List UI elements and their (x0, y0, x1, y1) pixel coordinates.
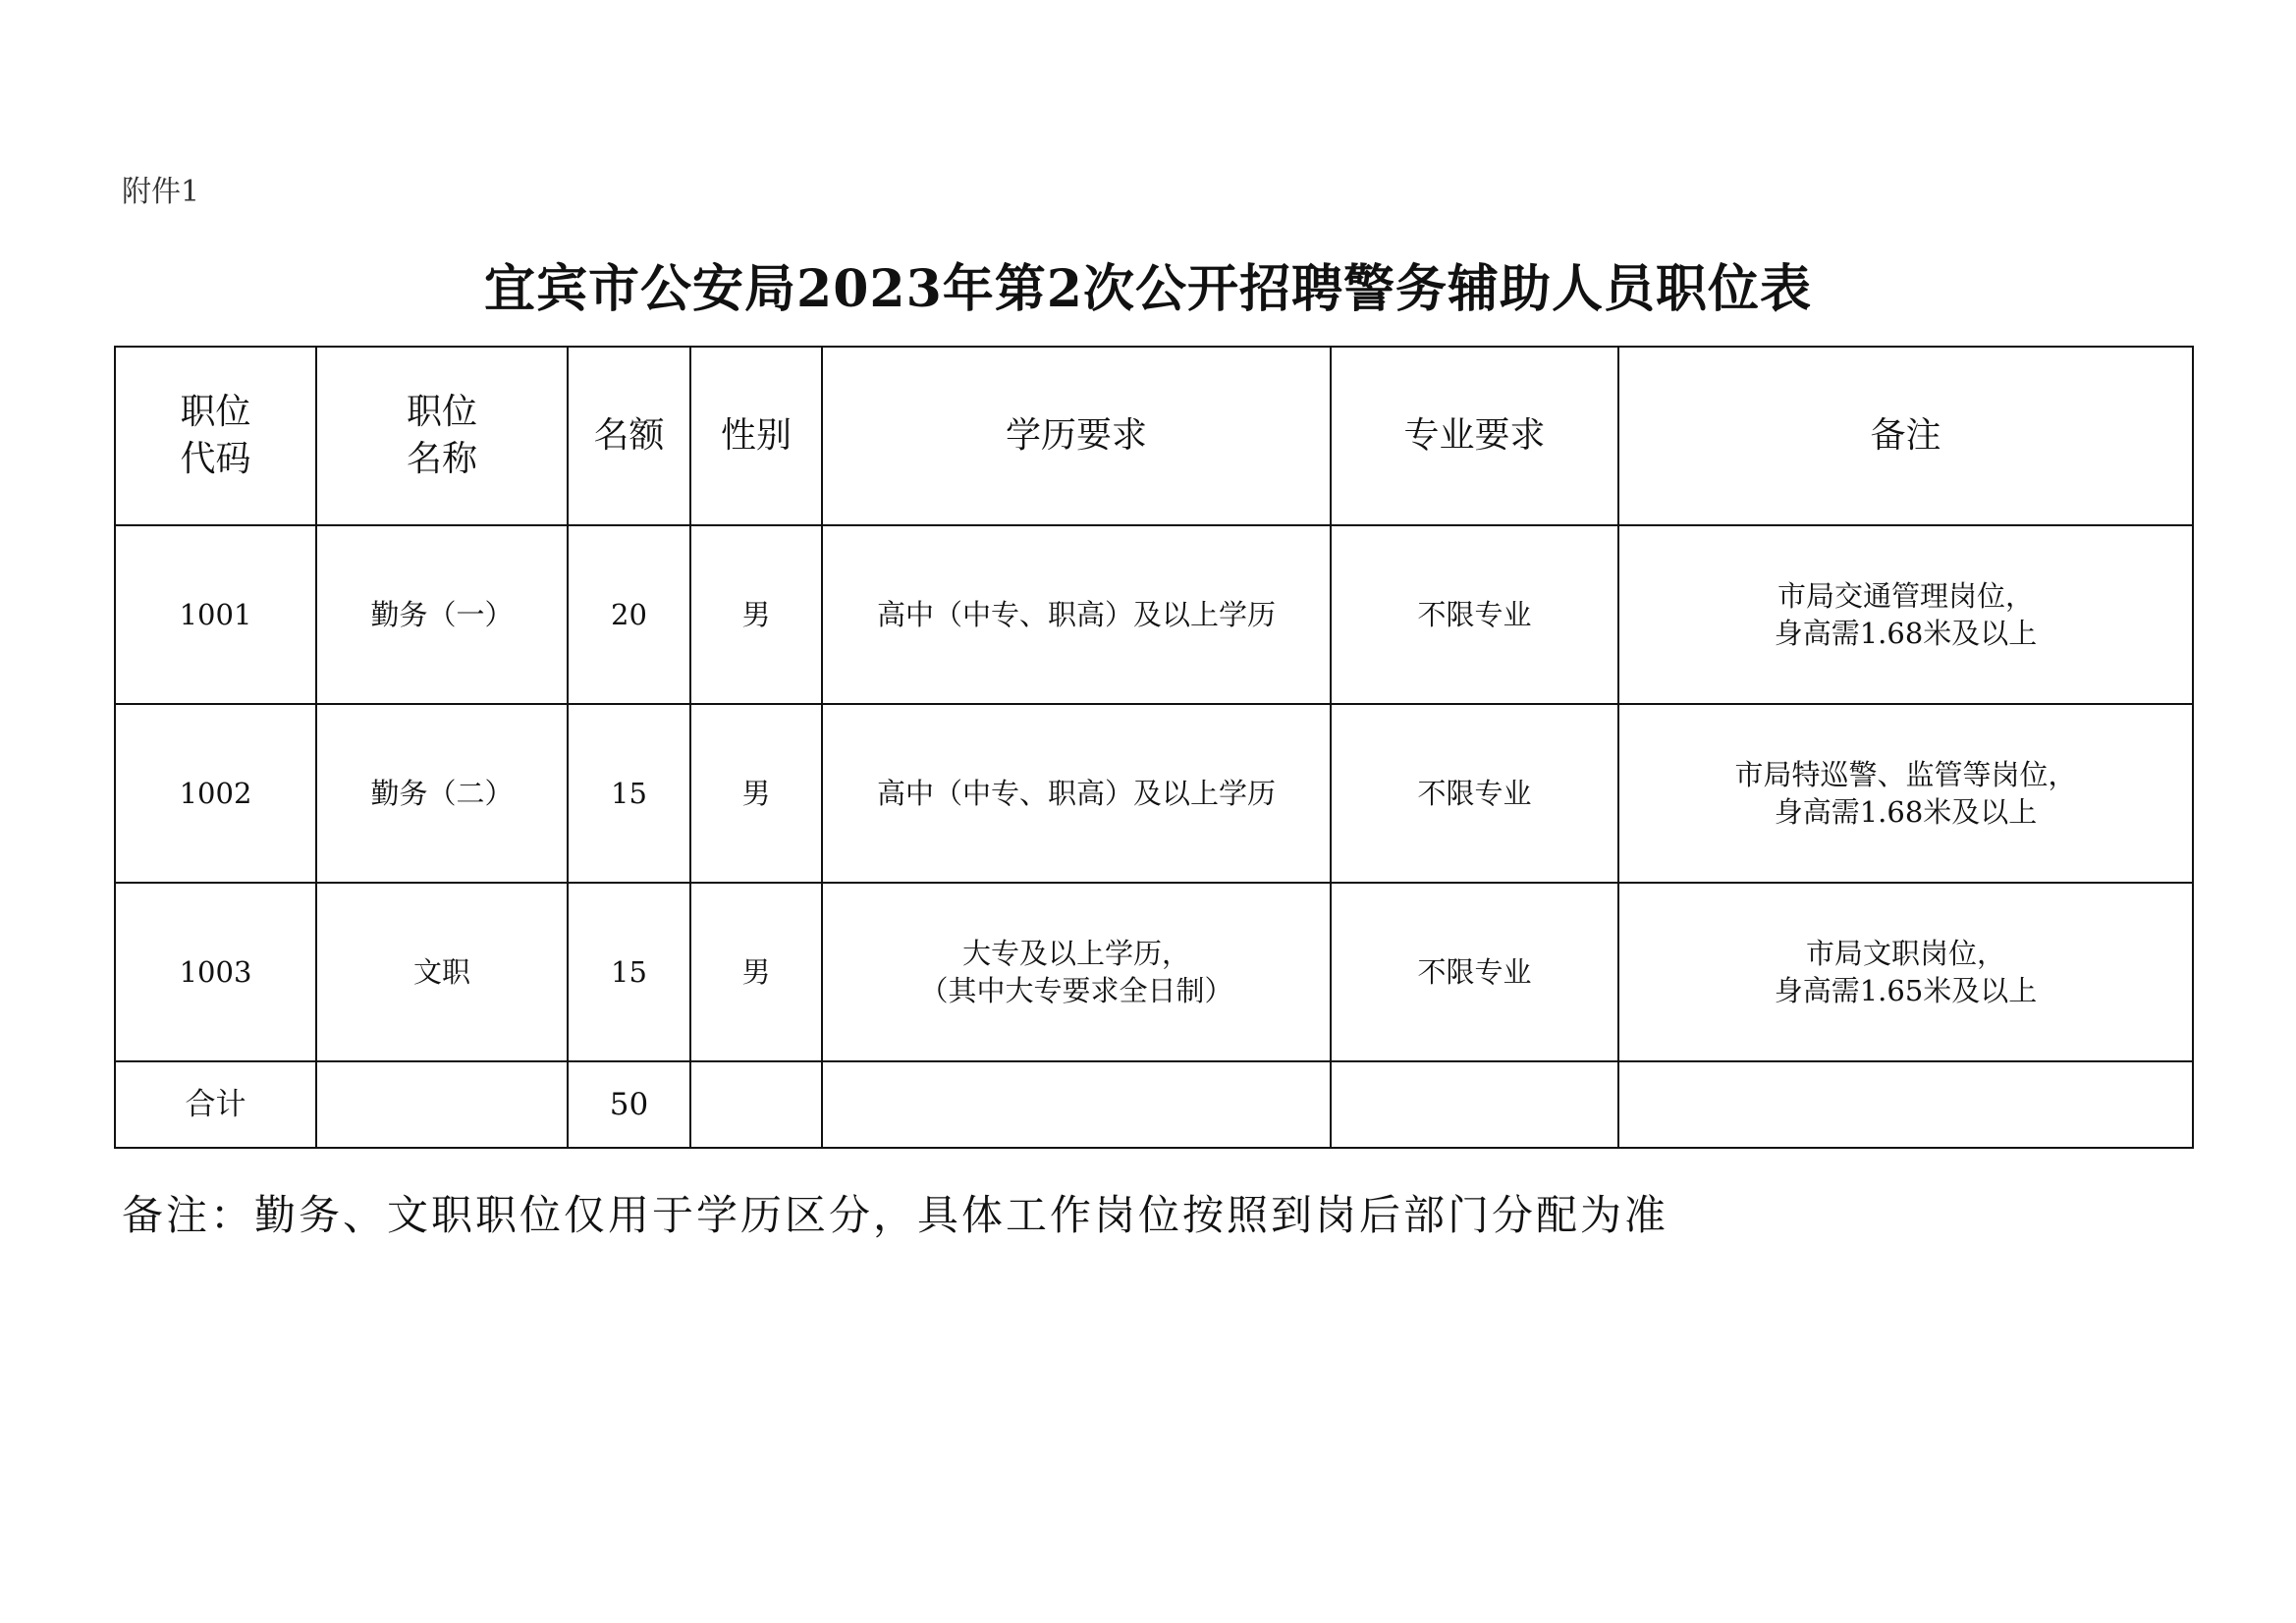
header-line: 专业要求 (1403, 415, 1546, 456)
total-education (822, 1061, 1331, 1148)
cell-name: 勤务（一） (316, 525, 568, 704)
header-position-name (316, 347, 568, 525)
header-quota (568, 347, 690, 525)
total-name (316, 1061, 568, 1148)
header-line: 性别 (720, 415, 792, 456)
cell-education (822, 525, 1331, 704)
cell-major: 不限专业 (1331, 525, 1618, 704)
header-line: 代码 (180, 439, 251, 479)
total-label: 合计 (115, 1061, 316, 1148)
header-line: 备注 (1870, 415, 1941, 456)
header-remark (1618, 347, 2193, 525)
total-gender (690, 1061, 822, 1148)
header-gender (690, 347, 822, 525)
cell-quota: 20 (568, 525, 690, 704)
table-row (115, 883, 2193, 1061)
cell-major: 不限专业 (1331, 704, 1618, 883)
header-education (822, 347, 1331, 525)
cell-code: 1003 (115, 883, 316, 1061)
header-line: 学历要求 (1005, 415, 1147, 456)
header-line: 名称 (406, 439, 477, 479)
total-quota: 50 (568, 1061, 690, 1148)
cell-gender: 男 (690, 525, 822, 704)
header-row (115, 347, 2193, 525)
footnote: 备注：勤务、文职职位仅用于学历区分，具体工作岗位按照到岗后部门分配为准 (122, 1191, 1669, 1239)
cell-quota: 15 (568, 704, 690, 883)
cell-remark (1618, 704, 2193, 883)
cell-remark (1618, 525, 2193, 704)
cell-code: 1002 (115, 704, 316, 883)
education-line: （其中大专要求全日制） (919, 974, 1233, 1007)
attachment-label: 附件1 (122, 175, 200, 209)
cell-education (822, 883, 1331, 1061)
total-remark (1618, 1061, 2193, 1148)
cell-gender: 男 (690, 704, 822, 883)
education-line: 大专及以上学历， (961, 937, 1190, 970)
total-row (115, 1061, 2193, 1148)
remark-line: 身高需1.65米及以上 (1774, 974, 2038, 1007)
education-line: 高中（中专、职高）及以上学历 (876, 598, 1276, 631)
education-line: 高中（中专、职高）及以上学历 (876, 777, 1276, 810)
cell-remark (1618, 883, 2193, 1061)
remark-line: 市局交通管理岗位， (1777, 579, 2034, 613)
header-line: 职位 (406, 392, 477, 432)
cell-code: 1001 (115, 525, 316, 704)
table-row (115, 525, 2193, 704)
header-major (1331, 347, 1618, 525)
cell-name: 文职 (316, 883, 568, 1061)
remark-line: 身高需1.68米及以上 (1774, 795, 2038, 829)
cell-quota: 15 (568, 883, 690, 1061)
cell-gender: 男 (690, 883, 822, 1061)
page-title: 宜宾市公安局2023年第2次公开招聘警务辅助人员职位表 (484, 259, 1812, 319)
cell-major: 不限专业 (1331, 883, 1618, 1061)
table-row (115, 704, 2193, 883)
header-line: 职位 (180, 392, 251, 432)
header-position-code (115, 347, 316, 525)
remark-line: 身高需1.68米及以上 (1774, 617, 2038, 650)
cell-education (822, 704, 1331, 883)
cell-name: 勤务（二） (316, 704, 568, 883)
positions-table (114, 346, 2194, 1149)
remark-line: 市局文职岗位， (1805, 937, 2005, 970)
header-line: 名额 (593, 415, 665, 456)
total-major (1331, 1061, 1618, 1148)
remark-line: 市局特巡警、监管等岗位， (1734, 758, 2077, 791)
